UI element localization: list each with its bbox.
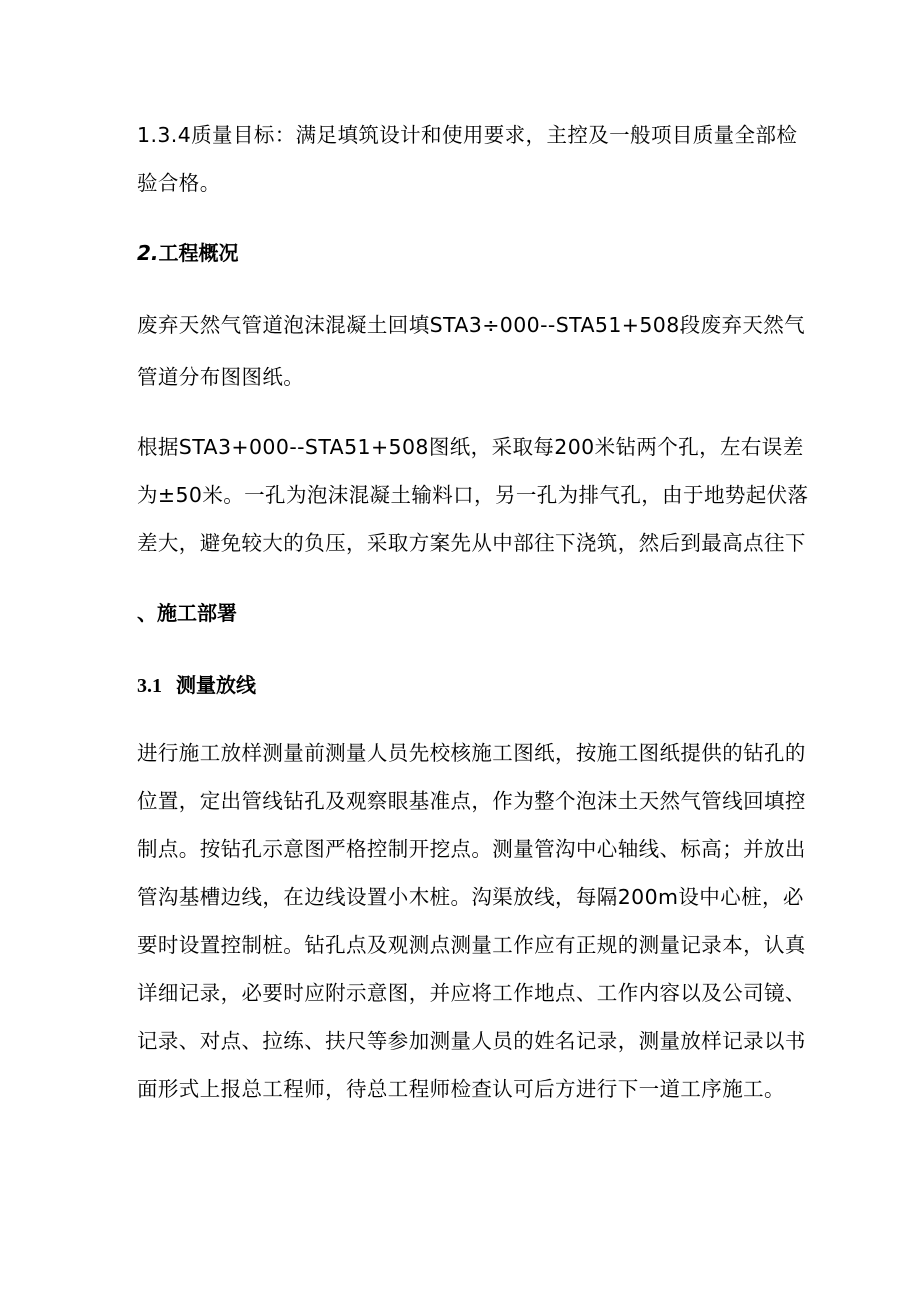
section-title: 工程概况: [158, 241, 239, 265]
section-heading-overview: [137, 240, 239, 266]
survey-line-2: 位置，定出管线钻孔及观察眼基准点，作为整个泡沫土天然气管线回填控: [137, 789, 806, 813]
survey-line-1: 进行施工放样测量前测量人员先校核施工图纸，按施工图纸提供的钻孔的: [137, 741, 806, 765]
section-number: 2.: [137, 241, 159, 265]
section-title: 、施工部署: [137, 601, 237, 625]
survey-line-3: 制点。按钻孔示意图严格控制开挖点。测量管沟中心轴线、标高；并放出: [137, 837, 806, 861]
overview-line-1: 废弃天然气管道泡沫混凝土回填STA3÷000--STA51+508段废弃天然气: [137, 313, 806, 337]
drilling-line-1: 根据STA3+000--STA51+508图纸，采取每200米钻两个孔，左右误差: [137, 435, 804, 459]
section-heading-deployment: [137, 600, 237, 626]
survey-line-5: 要时设置控制桩。钻孔点及观测点测量工作应有正规的测量记录本，认真: [137, 933, 806, 957]
survey-line-4: 管沟基槽边线，在边线设置小木桩。沟渠放线，每隔200m设中心桩，必: [137, 885, 804, 909]
quality-goal-line-1: 1.3.4质量目标：满足填筑设计和使用要求，主控及一般项目质量全部检: [137, 123, 798, 147]
survey-line-6: 详细记录，必要时应附示意图，并应将工作地点、工作内容以及公司镜、: [137, 981, 806, 1005]
drilling-line-3: 差大，避免较大的负压，采取方案先从中部往下浇筑，然后到最高点往下: [137, 531, 806, 555]
overview-line-2: 管道分布图图纸。: [137, 365, 305, 389]
section-heading-survey: [137, 672, 256, 699]
drilling-line-2: 为±50米。一孔为泡沫混凝土输料口，另一孔为排气孔，由于地势起伏落: [137, 483, 809, 507]
section-number: 3.1: [137, 675, 162, 697]
survey-line-7: 记录、对点、拉练、扶尺等参加测量人员的姓名记录，测量放样记录以书: [137, 1029, 806, 1053]
survey-line-8: 面形式上报总工程师，待总工程师检查认可后方进行下一道工序施工。: [137, 1077, 785, 1101]
section-title: 测量放线: [176, 673, 256, 697]
quality-goal-line-2: 验合格。: [137, 171, 221, 195]
